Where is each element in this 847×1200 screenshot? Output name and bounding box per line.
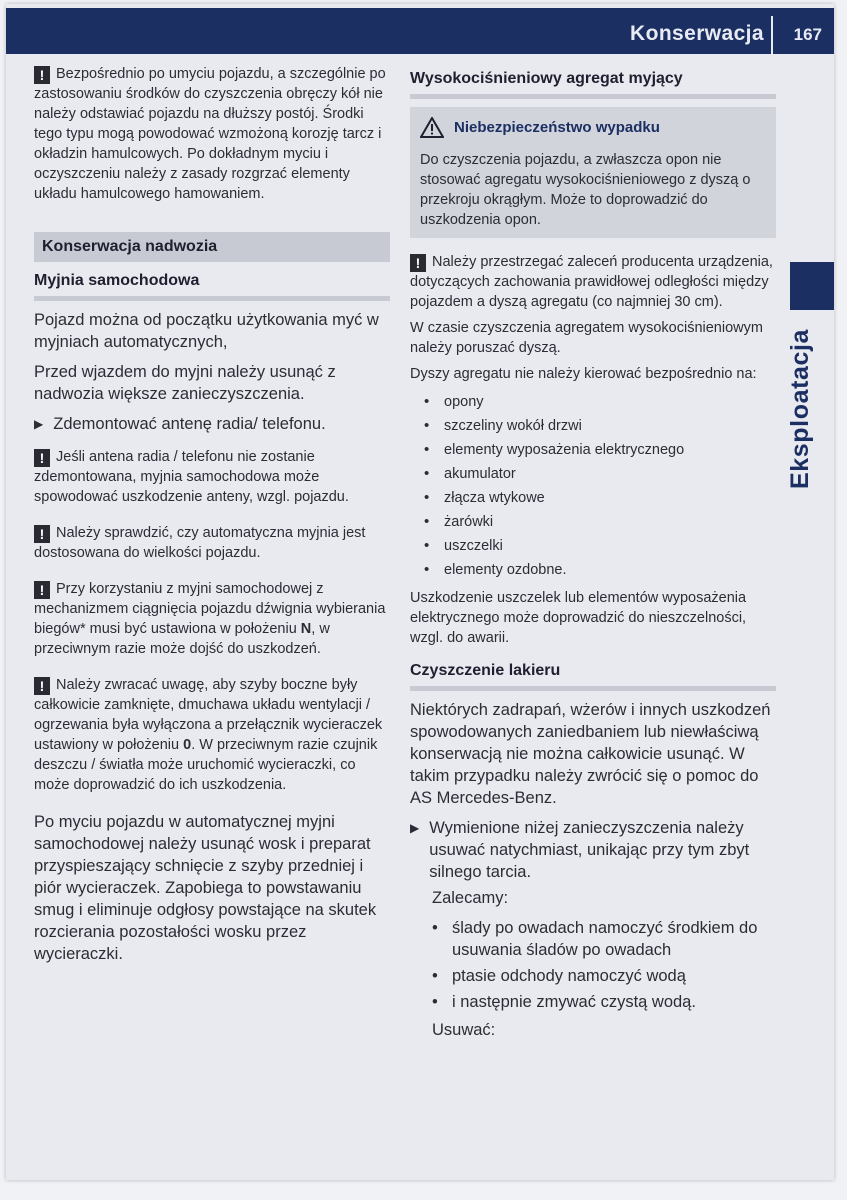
step-arrow-icon: ▶: [34, 417, 44, 431]
list-item: • złącza wtykowe: [424, 486, 776, 510]
attention-icon: !: [410, 254, 426, 272]
recommendations-block: [410, 887, 776, 1041]
car-wash-paragraph-2: Przed wjazdem do myjni należy usunąć z nadwozia większe zanieczyszczenia.: [34, 363, 336, 403]
list-item: • elementy wyposażenia elektrycznego: [424, 438, 776, 462]
warning-wash-size: [34, 523, 390, 563]
attention-icon: !: [34, 581, 50, 599]
list-item: • opony: [424, 390, 776, 414]
recommend-label: Zalecamy:: [432, 889, 509, 907]
heading-paint-cleaning: Czyszczenie lakieru: [410, 662, 776, 691]
gear-position-n: N: [300, 621, 312, 637]
wiper-position-0: 0: [183, 737, 192, 753]
subheading-car-wash: Myjnia samochodowa: [34, 272, 390, 301]
danger-box: [410, 107, 776, 238]
list-item: • i następnie zmywać czystą wodą.: [432, 991, 776, 1013]
chapter-tab-label: Eksploatacja: [786, 328, 814, 489]
after-wash-paragraph: Po myciu pojazdu w automatycznej myjni samochodowej należy usunąć wosk i preparat przyspieszający schnięcie z szyby przedniej i piór wycieraczek. Zapobiega to powstawaniu smug i eliminuje odgłosy powstające na skutek rozcierania pozostałości wosku przez wycieraczki.: [34, 813, 377, 963]
header-divider: [771, 16, 773, 54]
attention-icon: !: [34, 677, 50, 695]
section-heading-body-care: Konserwacja nadwozia: [34, 232, 390, 262]
chapter-tab-marker: [790, 262, 834, 310]
warning-antenna-text: Jeśli antena radia / telefonu nie zostanie zdemontowana, myjnia samochodowa może spowodować uszkodzenie anteny, wzgl. pojazdu.: [34, 449, 349, 505]
attention-icon: !: [34, 449, 50, 467]
step-remove-antenna: [34, 413, 390, 435]
warning-towing-text-c: , w przeciwnym razie może dojść do uszkodzeń.: [34, 621, 330, 657]
list-item: • ptasie odchody namoczyć wodą: [432, 965, 776, 987]
intro-warning-text: Bezpośrednio po umyciu pojazdu, a szczególnie po zastosowaniu środków do czyszczenia obręczy kół nie należy odstawiać pojazdu na dłuższy postój. Środki tego typu mogą powodować wzmożoną korozję tarcz i okładzin hamulcowych. Po dokładnym myciu i oczyszczeniu należy z zasady rozgrzać elementy układu hamulcowego hamowaniem.: [34, 66, 386, 202]
step-remove-antenna-text: Zdemontować antenę radia/ telefonu.: [53, 415, 326, 433]
header-section-title: Konserwacja: [630, 22, 764, 45]
warning-wash-size-text: Należy sprawdzić, czy automatyczna myjnia jest dostosowana do wielkości pojazdu.: [34, 525, 366, 561]
warning-windows-closed: [34, 675, 390, 795]
danger-text: Do czyszczenia pojazdu, a zwłaszcza opon nie stosować agregatu wysokociśnieniowego z dyszą o przekroju okrągłym. Może to doprowadzić do uszkodzenia opon.: [420, 152, 751, 228]
page-header-bar: [6, 8, 834, 54]
paragraph-move-nozzle: W czasie czyszczenia agregatem wysokociśnieniowym należy poruszać dyszą.: [410, 320, 763, 356]
danger-title: [420, 117, 766, 138]
list-item: • elementy ozdobne.: [424, 558, 776, 582]
warning-windows-text-a: Należy zwracać uwagę, aby szyby boczne były całkowicie zamknięte, dmuchawa układu wentylacji / ogrzewania była wyłączona a przełącznik wycieraczek ustawiony w położeniu: [34, 677, 383, 753]
list-item: • akumulator: [424, 462, 776, 486]
car-wash-paragraph-1: Pojazd można od początku użytkowania myć w myjniach automatycznych,: [34, 311, 379, 351]
paragraph-do-not-aim: Dyszy agregatu nie należy kierować bezpośrednio na:: [410, 366, 757, 382]
warning-windows-text-c: . W przeciwnym razie czujnik deszczu / światła może uruchomić wycieraczki, co może doprowadzić do ich uszkodzenia.: [34, 737, 378, 793]
step-arrow-icon: ▶: [410, 821, 420, 835]
list-avoid-targets: [424, 390, 776, 582]
attention-icon: !: [34, 525, 50, 543]
warning-manufacturer-text: Należy przestrzegać zaleceń producenta urządzenia, dotyczących zachowania prawidłowej odległości między pojazdem a dyszą agregatu (co najmniej 30 cm).: [410, 254, 773, 310]
warning-towing-mechanism: [34, 579, 390, 659]
paragraph-damage: Uszkodzenie uszczelek lub elementów wyposażenia elektrycznego może doprowadzić do nieszczelności, wzgl. do awarii.: [410, 590, 747, 646]
page-number: 167: [793, 25, 822, 44]
heading-pressure-washer: Wysokociśnieniowy agregat myjący: [410, 70, 776, 99]
warning-antenna: [34, 447, 390, 507]
paragraph-paint: Niektórych zadrapań, wżerów i innych uszkodzeń spowodowanych zaniedbaniem lub niewłaściwą konserwacją nie można całkowicie usunąć. W takim przypadku należy zwrócić się o pomoc do AS Mercedes-Benz.: [410, 701, 771, 807]
list-item: • ślady po owadach namoczyć środkiem do usuwania śladów po owadach: [432, 917, 776, 961]
step-remove-dirt-text: Wymienione niżej zanieczyszczenia należy usuwać natychmiast, unikając przy tym zbyt silnego tarcia.: [429, 819, 750, 881]
attention-icon: !: [34, 66, 50, 84]
list-item: • uszczelki: [424, 534, 776, 558]
warning-towing-text-a: Przy korzystaniu z myjni samochodowej z mechanizmem ciągnięcia pojazdu dźwignia wybierania biegów* musi być ustawiona w położeniu: [34, 581, 386, 637]
step-remove-dirt: [410, 817, 776, 883]
warning-manufacturer: [410, 252, 776, 312]
remove-label: Usuwać:: [432, 1021, 496, 1039]
left-column: [34, 64, 390, 973]
danger-title-text: Niebezpieczeństwo wypadku: [454, 119, 660, 136]
list-recommendations: [432, 917, 776, 1013]
right-column: [410, 64, 776, 1049]
manual-page: [6, 4, 834, 1180]
intro-warning: [34, 64, 390, 204]
list-item: • szczeliny wokół drzwi: [424, 414, 776, 438]
list-item: • żarówki: [424, 510, 776, 534]
warning-triangle-icon: [420, 117, 444, 138]
